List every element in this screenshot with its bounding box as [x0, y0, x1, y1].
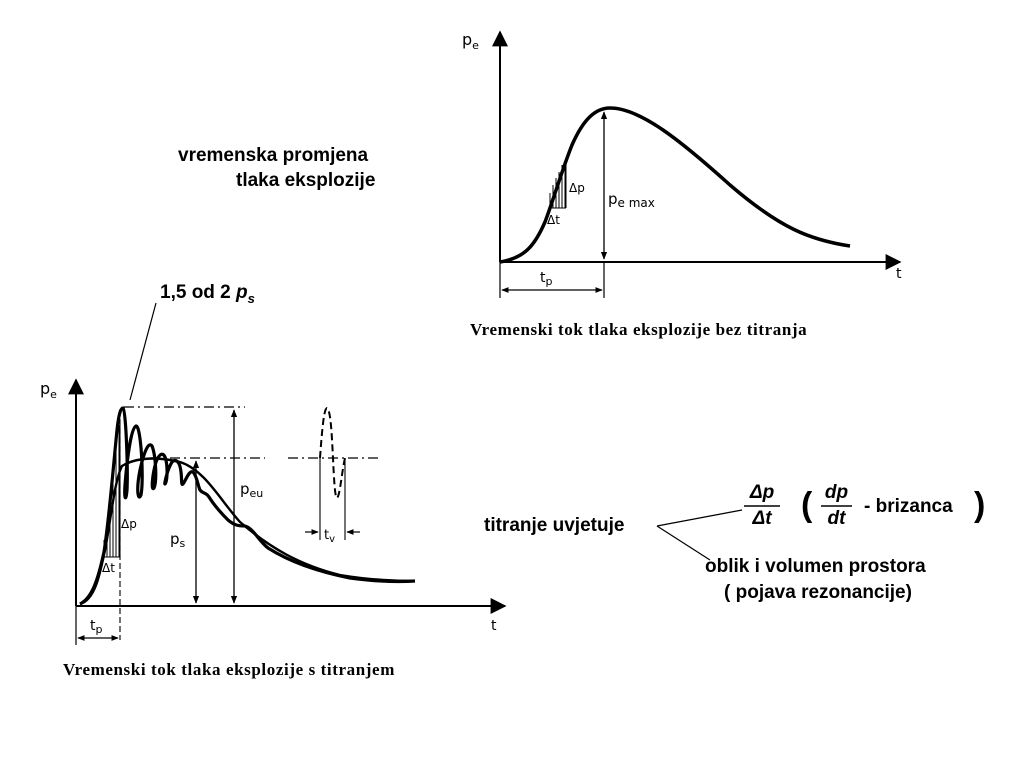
top-chart [462, 30, 902, 298]
top-chart-dt-label: Δt [547, 213, 560, 227]
bottom-chart-oscillation-detail [288, 408, 380, 540]
bottom-chart-oscillating-curve [80, 408, 415, 604]
fraction-1-denominator: Δt [752, 508, 772, 529]
branch-lines [657, 510, 742, 560]
bottom-chart-tp-label: $t_p$ [90, 618, 103, 636]
bottom-chart-dt-label: Δt [102, 561, 115, 575]
top-chart-y-label: $p_e$ [462, 30, 479, 52]
oblik-line2: ( pojava rezonancije) [724, 582, 912, 603]
fraction-1-numerator: Δp [749, 482, 775, 503]
callout-leader-line [130, 303, 156, 400]
bottom-chart-tv-label: $t_v$ [324, 528, 336, 545]
top-chart-tp-label: $t_p$ [540, 270, 553, 288]
open-paren: ( [801, 486, 813, 524]
bottom-chart-dp-label: Δp [121, 517, 137, 531]
brizanca-label: - brizanca [864, 496, 953, 517]
fraction-2-numerator: dp [824, 482, 849, 503]
fraction-2-denominator: dt [827, 508, 846, 529]
bottom-chart-peu-label: $p_{eu}$ [240, 480, 264, 500]
bottom-chart-y-label: $p_e$ [40, 379, 57, 401]
top-chart-x-label: t [896, 266, 902, 282]
top-chart-peak-label: $p_{e max}$ [608, 190, 655, 210]
bottom-chart [40, 379, 505, 645]
bottom-chart-caption: Vremenski tok tlaka eksplozije s titranjem [63, 660, 395, 679]
time-change-note-line1: vremenska promjena [178, 145, 369, 166]
top-chart-caption: Vremenski tok tlaka eksplozije bez titranja [470, 320, 808, 339]
bottom-chart-x-label: t [491, 618, 497, 634]
titranje-label: titranje uvjetuje [484, 515, 625, 536]
bottom-chart-ps-label: $p_s$ [170, 530, 186, 550]
top-chart-dp-label: Δp [569, 181, 585, 195]
peak-ratio-callout: 1,5 od 2 $p_s$ [160, 282, 255, 306]
time-change-note-line2: tlaka eksplozije [236, 170, 376, 191]
close-paren: ) [974, 486, 986, 524]
oblik-line1: oblik i volumen prostora [705, 556, 926, 577]
